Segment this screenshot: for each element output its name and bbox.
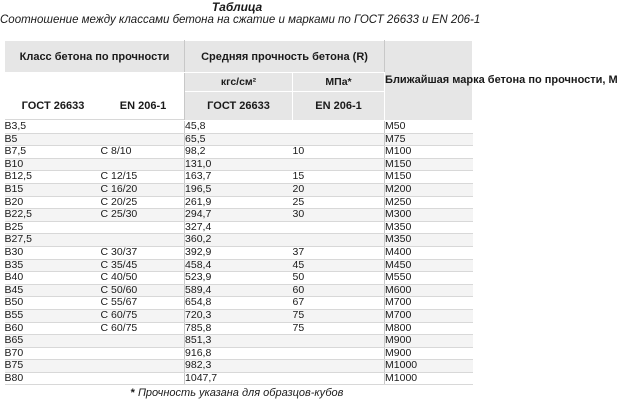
cell-en <box>101 121 185 134</box>
cell-kgs: 45,8 <box>185 121 293 134</box>
cell-kgs: 1047,7 <box>185 372 293 385</box>
cell-kgs: 392,9 <box>185 246 293 259</box>
cell-en: С 12/15 <box>101 171 185 184</box>
footnote-text: Прочность указана для образцов-кубов <box>137 387 344 399</box>
cell-gost: В30 <box>5 246 101 259</box>
cell-en <box>101 372 185 385</box>
cell-gost: В10 <box>5 158 101 171</box>
cell-kgs: 163,7 <box>185 171 293 184</box>
cell-en <box>101 335 185 348</box>
cell-mpa <box>293 360 385 373</box>
cell-gost: В7,5 <box>5 146 101 159</box>
cell-mpa <box>293 133 385 146</box>
cell-mpa: 60 <box>293 284 385 297</box>
table-row <box>5 183 473 196</box>
cell-en: С 25/30 <box>101 209 185 222</box>
cell-marka: М50 <box>385 121 473 134</box>
table-row <box>5 209 473 222</box>
table-row <box>5 246 473 259</box>
header-en: EN 206-1 <box>102 73 185 120</box>
table-row <box>5 297 473 310</box>
cell-mpa: 75 <box>293 309 385 322</box>
cell-gost: В12,5 <box>5 171 101 184</box>
cell-mpa <box>293 335 385 348</box>
cell-kgs: 785,8 <box>185 322 293 335</box>
cell-kgs: 196,5 <box>185 183 293 196</box>
footnote <box>0 387 474 400</box>
cell-marka: М100 <box>385 146 473 159</box>
table-row <box>5 335 473 348</box>
cell-marka: М200 <box>385 183 473 196</box>
header-class-group: Класс бетона по прочности <box>5 41 185 73</box>
cell-en: С 55/67 <box>101 297 185 310</box>
cell-en: С 60/75 <box>101 309 185 322</box>
cell-gost: В5 <box>5 133 101 146</box>
cell-marka: М300 <box>385 209 473 222</box>
header-strength-group: Средняя прочность бетона (R) <box>185 41 385 73</box>
cell-marka: М900 <box>385 347 473 360</box>
table-row <box>5 121 473 134</box>
cell-marka: М900 <box>385 335 473 348</box>
cell-mpa: 75 <box>293 322 385 335</box>
cell-kgs: 589,4 <box>185 284 293 297</box>
cell-mpa: 20 <box>293 183 385 196</box>
header-mpa: МПа* <box>293 73 385 92</box>
table-row <box>5 146 473 159</box>
cell-gost: В65 <box>5 335 101 348</box>
cell-marka: М600 <box>385 284 473 297</box>
table-row <box>5 284 473 297</box>
cell-kgs: 327,4 <box>185 221 293 234</box>
cell-en: С 8/10 <box>101 146 185 159</box>
cell-gost: В70 <box>5 347 101 360</box>
header-marka: Ближайшая марка бетона по прочности, М <box>385 41 473 121</box>
table-row <box>5 221 473 234</box>
cell-en: С 50/60 <box>101 284 185 297</box>
cell-kgs: 851,3 <box>185 335 293 348</box>
cell-marka: М1000 <box>385 372 473 385</box>
cell-marka: М75 <box>385 133 473 146</box>
cell-en: С 20/25 <box>101 196 185 209</box>
cell-gost: В22,5 <box>5 209 101 222</box>
cell-kgs: 261,9 <box>185 196 293 209</box>
header-standards-cell <box>5 73 185 121</box>
cell-mpa: 30 <box>293 209 385 222</box>
cell-en: С 35/45 <box>101 259 185 272</box>
cell-gost: В27,5 <box>5 234 101 247</box>
cell-gost: В50 <box>5 297 101 310</box>
cell-gost: В75 <box>5 360 101 373</box>
cell-gost: В80 <box>5 372 101 385</box>
header-standards <box>5 73 184 120</box>
cell-marka: М350 <box>385 221 473 234</box>
footnote-star: * <box>130 387 135 399</box>
header-en-2: EN 206-1 <box>293 92 385 121</box>
cell-mpa <box>293 121 385 134</box>
table-row <box>5 259 473 272</box>
cell-en <box>101 360 185 373</box>
cell-marka: М550 <box>385 272 473 285</box>
table-row <box>5 347 473 360</box>
cell-en: С 30/37 <box>101 246 185 259</box>
cell-gost: В35 <box>5 259 101 272</box>
cell-marka: М450 <box>385 259 473 272</box>
header-gost: ГОСТ 26633 <box>5 73 102 120</box>
cell-en: С 40/50 <box>101 272 185 285</box>
cell-gost: В45 <box>5 284 101 297</box>
cell-mpa: 50 <box>293 272 385 285</box>
cell-kgs: 98,2 <box>185 146 293 159</box>
cell-kgs: 523,9 <box>185 272 293 285</box>
cell-en <box>101 221 185 234</box>
cell-gost: В55 <box>5 309 101 322</box>
cell-kgs: 65,5 <box>185 133 293 146</box>
cell-mpa: 10 <box>293 146 385 159</box>
concrete-class-table <box>4 40 618 385</box>
cell-kgs: 294,7 <box>185 209 293 222</box>
cell-en: С 16/20 <box>101 183 185 196</box>
cell-mpa <box>293 234 385 247</box>
table-body <box>5 121 473 385</box>
cell-marka: М400 <box>385 246 473 259</box>
cell-marka: М800 <box>385 322 473 335</box>
table-row <box>5 171 473 184</box>
cell-marka: М700 <box>385 309 473 322</box>
header-gost-2: ГОСТ 26633 <box>185 92 293 121</box>
cell-en <box>101 158 185 171</box>
cell-kgs: 131,0 <box>185 158 293 171</box>
header-kgs: кгс/см² <box>185 73 293 92</box>
table-row <box>5 322 473 335</box>
cell-en: С 60/75 <box>101 322 185 335</box>
table-caption: Таблица <box>211 0 263 14</box>
cell-gost: В20 <box>5 196 101 209</box>
cell-kgs: 982,3 <box>185 360 293 373</box>
table-row <box>5 234 473 247</box>
table-row <box>5 158 473 171</box>
cell-mpa <box>293 158 385 171</box>
cell-kgs: 654,8 <box>185 297 293 310</box>
cell-mpa: 25 <box>293 196 385 209</box>
cell-gost: В40 <box>5 272 101 285</box>
table-row <box>5 196 473 209</box>
table-row <box>5 309 473 322</box>
cell-kgs: 720,3 <box>185 309 293 322</box>
table-row <box>5 360 473 373</box>
cell-kgs: 458,4 <box>185 259 293 272</box>
cell-marka: М150 <box>385 171 473 184</box>
cell-en <box>101 234 185 247</box>
cell-mpa <box>293 372 385 385</box>
cell-mpa <box>293 221 385 234</box>
cell-en <box>101 347 185 360</box>
cell-mpa <box>293 347 385 360</box>
table-subtitle: Соотношение между классами бетона на сжатие и марками по ГОСТ 26633 и EN 206-1 <box>0 14 481 26</box>
cell-marka: М250 <box>385 196 473 209</box>
table-row <box>5 372 473 385</box>
cell-mpa: 15 <box>293 171 385 184</box>
table-row <box>5 272 473 285</box>
cell-mpa: 45 <box>293 259 385 272</box>
cell-gost: В60 <box>5 322 101 335</box>
table-row <box>5 133 473 146</box>
cell-kgs: 360,2 <box>185 234 293 247</box>
cell-gost: В3,5 <box>5 121 101 134</box>
cell-marka: М150 <box>385 158 473 171</box>
cell-mpa: 37 <box>293 246 385 259</box>
cell-gost: В15 <box>5 183 101 196</box>
cell-gost: В25 <box>5 221 101 234</box>
cell-en <box>101 133 185 146</box>
cell-kgs: 916,8 <box>185 347 293 360</box>
cell-marka: М1000 <box>385 360 473 373</box>
cell-mpa: 67 <box>293 297 385 310</box>
cell-marka: М700 <box>385 297 473 310</box>
cell-marka: М350 <box>385 234 473 247</box>
